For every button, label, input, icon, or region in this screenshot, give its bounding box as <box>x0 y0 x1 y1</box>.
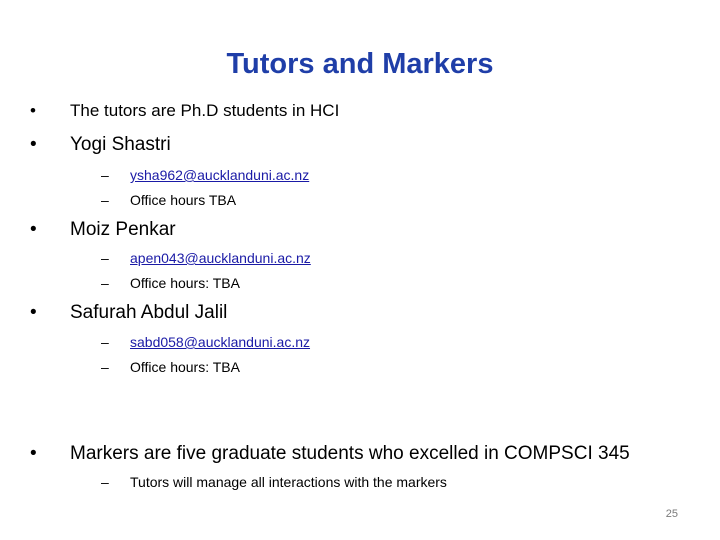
tutor-name: Safurah Abdul Jalil <box>70 302 228 323</box>
dash-icon: – <box>101 275 109 291</box>
dash-icon: – <box>101 250 109 266</box>
bullet-icon: • <box>30 302 37 323</box>
dash-icon: – <box>101 359 109 375</box>
tutor-name: Yogi Shastri <box>70 134 171 155</box>
tutor-hours: Office hours TBA <box>130 192 237 208</box>
tutor-email-link[interactable]: apen043@aucklanduni.ac.nz <box>130 250 311 266</box>
markers-text: Markers are five graduate students who excelled in COMPSCI 345 <box>70 443 630 464</box>
dash-icon: – <box>101 334 109 350</box>
tutor-hours: Office hours: TBA <box>130 359 240 375</box>
markers-note: Tutors will manage all interactions with the markers <box>130 474 447 490</box>
bullet-icon: • <box>30 101 36 120</box>
intro-text: The tutors are Ph.D students in HCI <box>70 101 340 120</box>
bullet-icon: • <box>30 443 37 464</box>
dash-icon: – <box>101 192 109 208</box>
tutor-email-link[interactable]: ysha962@aucklanduni.ac.nz <box>130 167 310 183</box>
dash-icon: – <box>101 474 109 490</box>
page-number: 25 <box>665 508 678 520</box>
dash-icon: – <box>101 167 109 183</box>
slide-title: Tutors and Markers <box>226 48 494 80</box>
tutor-name: Moiz Penkar <box>70 219 176 240</box>
bullet-icon: • <box>30 219 37 240</box>
tutor-hours: Office hours: TBA <box>130 275 240 291</box>
bullet-icon: • <box>30 134 37 155</box>
tutor-email-link[interactable]: sabd058@aucklanduni.ac.nz <box>130 334 311 350</box>
